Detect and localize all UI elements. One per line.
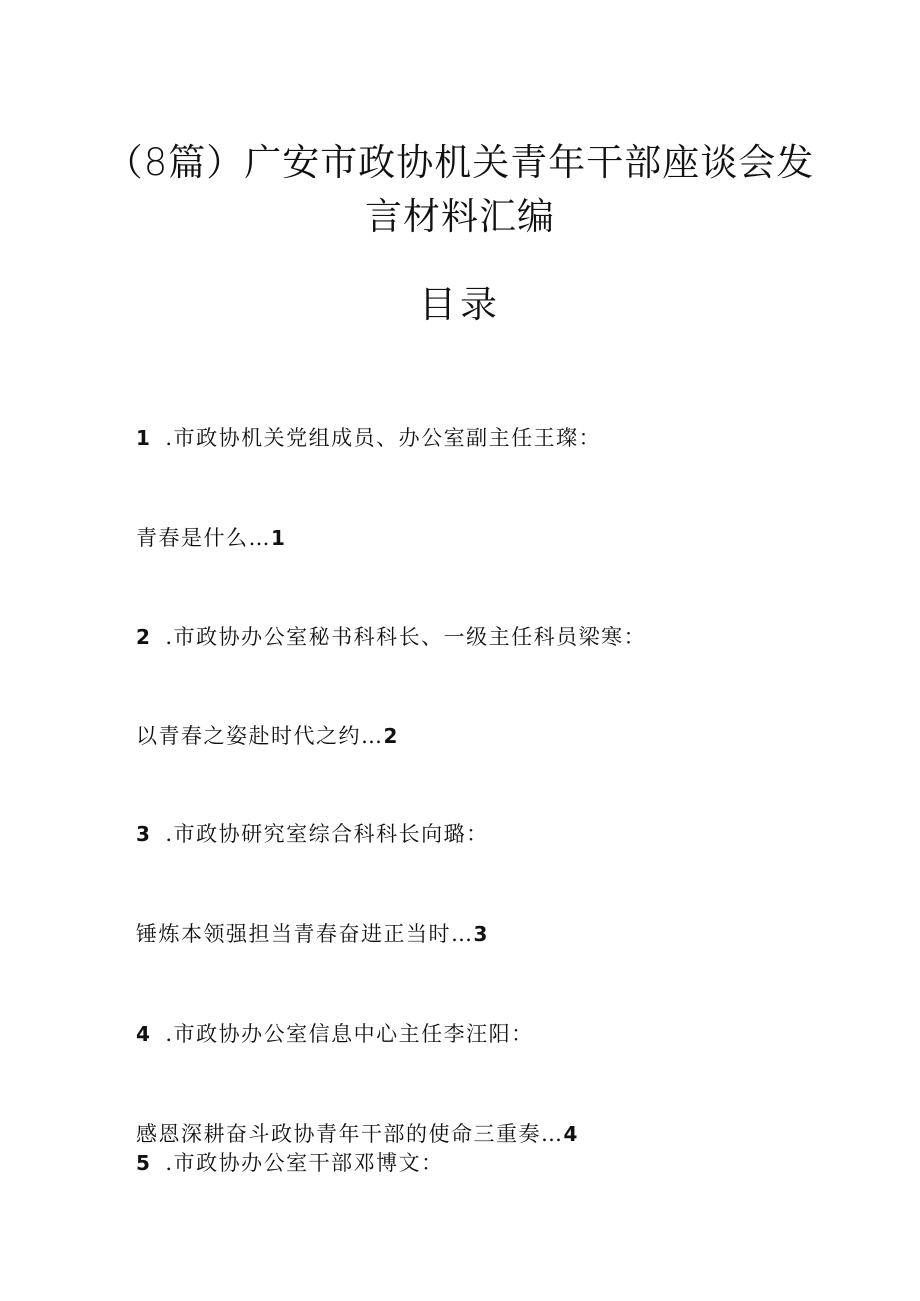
toc-entry-3-title <box>136 920 489 948</box>
document-title-line-1: （8篇）广安市政协机关青年干部座谈会发 <box>105 141 815 184</box>
toc-entry-1-author <box>136 424 601 452</box>
toc-entry-2-title <box>136 722 399 750</box>
toc-entry-author: .市政协研究室综合科科长向璐： <box>165 822 489 846</box>
toc-entry-4-title <box>136 1120 579 1148</box>
toc-entry-number: 2 <box>136 625 152 649</box>
document-title-line-2: 言材料汇编 <box>365 195 555 238</box>
toc-entry-title: 锤炼本领强担当青春奋进正当时… <box>136 922 474 946</box>
toc-entry-page: 2 <box>383 724 399 748</box>
toc-entry-4-author <box>136 1020 534 1048</box>
toc-entry-2-author <box>136 623 646 651</box>
toc-entry-title: 感恩深耕奋斗政协青年干部的使命三重奏… <box>136 1122 564 1146</box>
toc-entry-author: .市政协办公室信息中心主任李汪阳： <box>165 1022 534 1046</box>
toc-entry-author: .市政协办公室干部邓博文： <box>165 1151 444 1175</box>
toc-entry-title: 以青春之姿赴时代之约… <box>136 724 384 748</box>
toc-entry-3-author <box>136 820 489 848</box>
toc-entry-page: 3 <box>473 922 489 946</box>
toc-entry-number: 1 <box>136 426 152 450</box>
toc-entry-author: .市政协办公室秘书科科长、一级主任科员梁寒： <box>165 625 647 649</box>
toc-entry-5-author <box>136 1149 444 1177</box>
toc-entry-author: .市政协机关党组成员、办公室副主任王璨： <box>165 426 602 450</box>
toc-heading: 目录 <box>419 283 501 326</box>
toc-entry-page: 1 <box>271 526 287 550</box>
toc-entry-number: 4 <box>136 1022 152 1046</box>
toc-entry-number: 3 <box>136 822 152 846</box>
toc-entry-number: 5 <box>136 1151 152 1175</box>
toc-entry-page: 4 <box>563 1122 579 1146</box>
toc-entry-1-title <box>136 524 286 552</box>
toc-entry-title: 青春是什么… <box>136 526 271 550</box>
